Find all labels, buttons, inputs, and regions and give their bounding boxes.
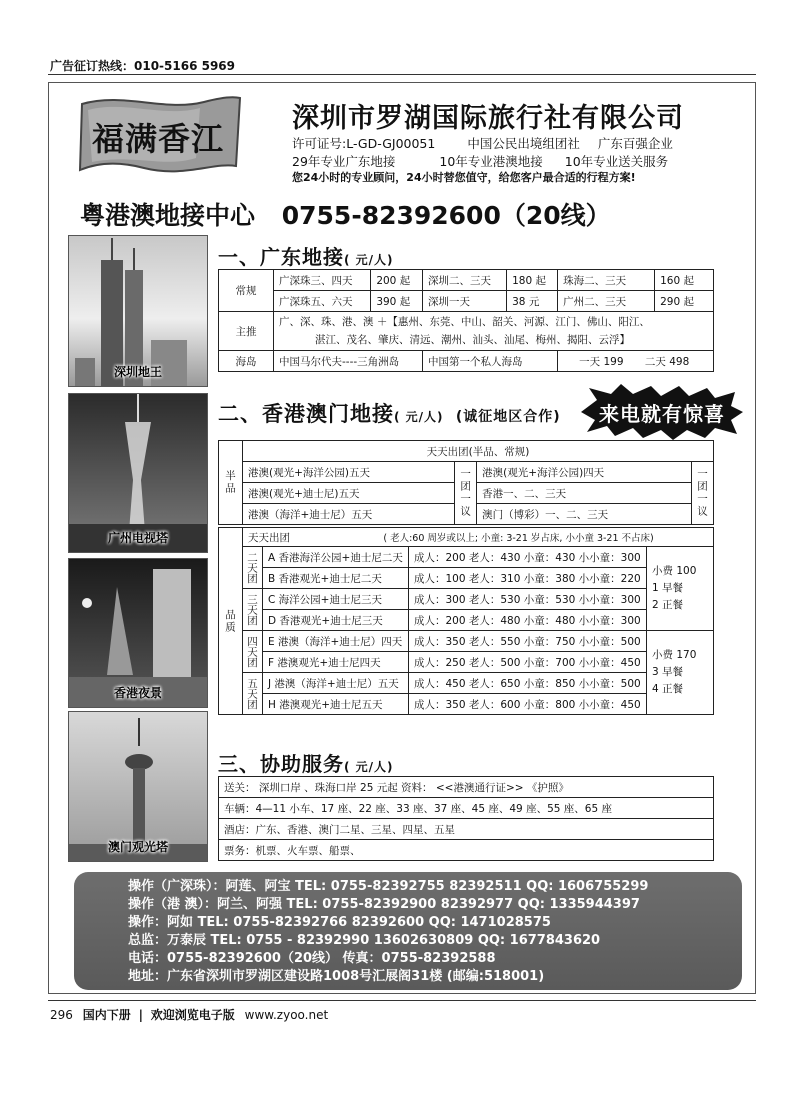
table-row (219, 652, 714, 673)
tour-price: 成人：200 老人：430 小童：430 小小童：300 (409, 547, 647, 568)
photo-macau (68, 711, 208, 862)
service-row: 车辆：4—11 小车、17 座、22 座、33 座、37 座、45 座、49 座、55 座、65 座 (219, 798, 714, 819)
footer: 296 国内下册 | 欢迎浏览电子版 www.zyoo.net (50, 1008, 329, 1022)
group-label-cell (243, 547, 263, 589)
regular-label: 常规 (219, 270, 274, 312)
cert-top100: 广东百强企业 (597, 136, 673, 151)
table-cell: 港澳（海洋+迪士尼）五天 (243, 504, 455, 525)
table-row (219, 673, 714, 694)
tour-name: A 香港海洋公园+迪士尼二天 (263, 547, 409, 568)
main-text-1: 广、深、珠、港、澳 ＋【惠州、东莞、中山、韶关、河源、江门、佛山、阳江、 (279, 316, 650, 328)
footer-url[interactable]: www.zyoo.net (244, 1008, 329, 1022)
photo-shenzhen (68, 235, 208, 387)
tour-price: 成人：200 老人：480 小童：480 小小童：300 (409, 610, 647, 631)
tour-price: 成人：350 老人：550 小童：750 小小童：500 (409, 631, 647, 652)
contact-line: 地址：广东省深圳市罗湖区建设路1008号汇展阁31楼 (邮编:518001) (128, 969, 545, 984)
section2-note: (诚征地区合作) (455, 409, 561, 425)
years-gd: 29年专业广东地接 (292, 154, 396, 169)
info-line-2 (292, 152, 732, 170)
tour-name: D 香港观光+迪士尼三天 (263, 610, 409, 631)
tour-price: 成人：350 老人：600 小童：800 小小童：450 (409, 694, 647, 715)
group-label: 二天团 (246, 551, 258, 584)
table-cell: 180 起 (507, 270, 558, 291)
table-row (219, 312, 714, 351)
bottom-rule (48, 1000, 756, 1001)
island-label: 海岛 (219, 351, 274, 372)
hkmo-quality-table (218, 527, 714, 715)
island-price-1: 一天 199 (579, 355, 624, 368)
section3-unit: ( 元/人) (344, 760, 394, 774)
years-border: 10年专业送关服务 (564, 154, 669, 169)
note-meal: 2 正餐 (652, 599, 684, 611)
hotline-label: 粤港澳地接中心 (80, 201, 256, 230)
photo-caption: 深圳地王 (113, 365, 162, 379)
table-cell: 广深珠三、四天 (274, 270, 371, 291)
contact-line: 电话：0755-82392600（20线） 传真：0755-82392588 (128, 951, 496, 966)
semi-right-note-cell (692, 462, 714, 525)
group-label: 三天团 (246, 593, 258, 626)
tour-name: F 港澳观光+迪士尼四天 (263, 652, 409, 673)
footer-text: 欢迎浏览电子版 (150, 1008, 235, 1022)
section2-title (218, 398, 561, 428)
semi-label: 半品 (224, 470, 236, 495)
contact-line: 操作（广深珠）：阿莲、阿宝 TEL: 0755-82392755 82392511 QQ: 1606755299 (128, 879, 649, 894)
promo-text: 来电就有惊喜 (599, 402, 725, 426)
table-row (219, 547, 714, 568)
table-row (219, 589, 714, 610)
table-row (219, 291, 714, 312)
section2-unit: ( 元/人) (394, 410, 444, 424)
quality-header-text: 天天出团 (248, 531, 290, 544)
table-row (219, 568, 714, 589)
island-2: 中国第一个私人海岛 (423, 351, 558, 372)
photo-caption: 香港夜景 (113, 686, 162, 700)
quality-label: 品质 (224, 608, 236, 634)
company-name: 深圳市罗湖国际旅行社有限公司 (292, 103, 684, 134)
table-cell: 200 起 (371, 270, 423, 291)
contact-line: 操作：阿如 TEL: 0755-82392766 82392600 QQ: 1471028575 (128, 915, 551, 930)
table-cell: 深圳二、三天 (423, 270, 507, 291)
footer-section: 国内下册 (82, 1008, 131, 1022)
tour-name: H 港澳观光+迪士尼五天 (263, 694, 409, 715)
table-cell: 290 起 (655, 291, 714, 312)
table-row (219, 462, 714, 483)
table-row (219, 631, 714, 652)
table-cell: 香港一、二、三天 (477, 483, 692, 504)
contact-line: 操作（港 澳）：阿兰、阿强 TEL: 0755-82392900 82392977 QQ: 1335944397 (128, 897, 640, 912)
contact-box (74, 872, 742, 990)
table-cell: 澳门（博彩）一、二、三天 (477, 504, 692, 525)
notes-cell-2 (647, 631, 714, 715)
table-cell: 珠海二、三天 (558, 270, 655, 291)
service-row: 票务：机票、火车票、船票、 (219, 840, 714, 861)
group-label-cell (243, 631, 263, 673)
table-row (219, 819, 714, 840)
island-price-2: 二天 498 (644, 355, 690, 368)
photo-guangzhou (68, 393, 208, 553)
brand-logo (74, 92, 244, 178)
table-cell: 港澳(观光+海洋公园)五天 (243, 462, 455, 483)
semi-label-cell (219, 441, 243, 525)
page-number: 296 (50, 1008, 73, 1022)
hkmo-semi-table (218, 440, 714, 525)
tour-price: 成人：300 老人：530 小童：530 小小童：300 (409, 589, 647, 610)
hotline-number: 0755-82392600（20线） (281, 201, 611, 230)
table-row (219, 798, 714, 819)
note-breakfast: 1 早餐 (652, 582, 684, 594)
tour-price: 成人：450 老人：650 小童：850 小小童：500 (409, 673, 647, 694)
tour-price: 成人：100 老人：310 小童：380 小小童：220 (409, 568, 647, 589)
contact-line: 总监：万泰辰 TEL: 0755 - 82392990 13602630809 QQ: 1677843620 (128, 933, 601, 948)
semi-mid-note-cell (455, 462, 477, 525)
license: 许可证号:L-GD-GJ00051 (292, 136, 436, 151)
table-cell: 广深珠五、六天 (274, 291, 371, 312)
note-tip: 小费 100 (652, 565, 697, 577)
service-row: 送关： 深圳口岸 、珠海口岸 25 元起 资料： <<港澳通行证>> 《护照》 (219, 777, 714, 798)
tour-name: C 海洋公园+迪士尼三天 (263, 589, 409, 610)
group-label: 四天团 (246, 635, 258, 668)
semi-header: 天天出团(半品、常规) (243, 441, 714, 462)
quality-label-cell (219, 528, 243, 715)
table-row (219, 840, 714, 861)
section1-unit: ( 元/人) (344, 253, 394, 267)
photo-caption: 澳门观光塔 (107, 840, 168, 854)
service-row: 酒店：广东、香港、澳门二星、三星、四星、五星 (219, 819, 714, 840)
table-row (219, 694, 714, 715)
table-cell: 38 元 (507, 291, 558, 312)
age-note: ( 老人:60 周岁或以上; 小童: 3-21 岁占床, 小小童 3-21 不占床) (383, 532, 654, 544)
table-cell: 港澳(观光+海洋公园)四天 (477, 462, 692, 483)
table-row (219, 528, 714, 547)
group-label-cell (243, 673, 263, 715)
photo-caption: 广州电视塔 (107, 531, 168, 545)
services-table (218, 776, 714, 861)
ad-hotline: 广告征订热线：010-5166 5969 (50, 59, 236, 73)
cert-outbound: 中国公民出境组团社 (467, 136, 580, 151)
section1-heading: 一、广东地接 (218, 245, 344, 269)
table-row (219, 270, 714, 291)
note-meal: 4 正餐 (652, 683, 684, 695)
table-row (219, 777, 714, 798)
section3-heading: 三、协助服务 (218, 752, 344, 776)
table-cell: 390 起 (371, 291, 423, 312)
island-prices (558, 351, 714, 372)
table-row (219, 441, 714, 462)
promo-burst (575, 384, 745, 440)
semi-right-note: 一团一议 (696, 468, 708, 518)
note-breakfast: 3 早餐 (652, 666, 684, 678)
quality-header (243, 528, 714, 547)
note-tip: 小费 170 (652, 649, 697, 661)
info-line-1 (292, 134, 722, 152)
section2-heading: 二、香港澳门地接 (218, 402, 394, 426)
main-destinations (274, 312, 714, 351)
top-rule (48, 74, 756, 75)
guangdong-table (218, 269, 714, 372)
logo-text: 福满香江 (92, 120, 225, 158)
table-cell: 广州二、三天 (558, 291, 655, 312)
group-label: 五天团 (246, 677, 258, 710)
hotline (80, 196, 611, 232)
photo-hongkong (68, 558, 208, 708)
table-row (219, 610, 714, 631)
group-label-cell (243, 589, 263, 631)
table-cell: 深圳一天 (423, 291, 507, 312)
semi-mid-note: 一团一议 (459, 468, 472, 518)
island-1: 中国马尔代夫----三角洲岛 (274, 351, 423, 372)
section1-title (218, 241, 394, 270)
tour-price: 成人：250 老人：500 小童：700 小小童：450 (409, 652, 647, 673)
main-text-2: 湛江、茂名、肇庆、清远、潮州、汕头、汕尾、梅州、揭阳、云浮】 (315, 334, 630, 346)
section3-title (218, 748, 394, 777)
notes-cell-1 (647, 547, 714, 631)
table-cell: 160 起 (655, 270, 714, 291)
tour-name: B 香港观光+迪士尼二天 (263, 568, 409, 589)
main-label: 主推 (219, 312, 274, 351)
tour-name: E 港澳（海洋+迪士尼）四天 (263, 631, 409, 652)
slogan: 您24小时的专业顾问，24小时替您值守，给您客户最合适的行程方案! (292, 171, 636, 184)
years-hkmo: 10年专业港澳地接 (439, 154, 543, 169)
tour-name: J 港澳（海洋+迪士尼）五天 (263, 673, 409, 694)
table-cell: 港澳(观光+迪士尼)五天 (243, 483, 455, 504)
table-row (219, 351, 714, 372)
